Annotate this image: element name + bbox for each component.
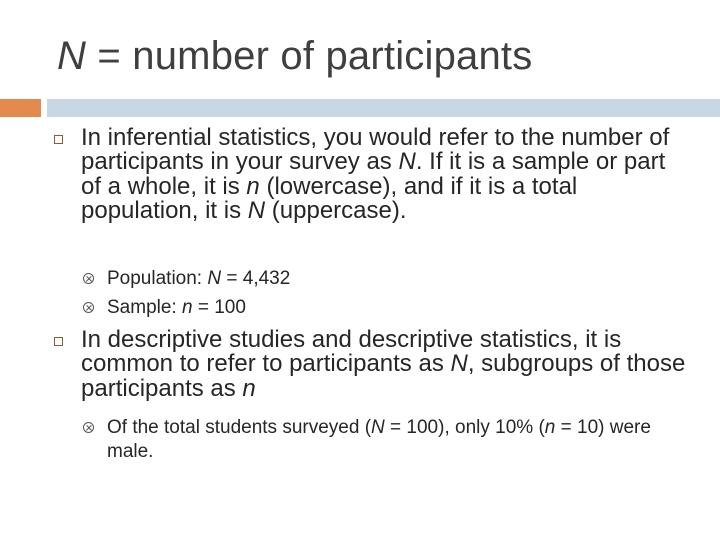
square-bullet-icon — [54, 135, 63, 144]
variable-text: N — [247, 196, 266, 224]
circled-x-bullet-icon — [83, 422, 94, 433]
bullet-text: Sample: — [107, 297, 182, 318]
bullet-text: = 4,432 — [221, 268, 291, 289]
variable-text: N — [207, 268, 222, 289]
bullet-text: Of the total students surveyed ( — [107, 417, 372, 438]
variable-text: n — [181, 297, 193, 318]
bullet-text: Population: — [107, 268, 208, 289]
bullet-text: In descriptive studies and descriptive statistics, it is common to refer to participants as — [81, 326, 622, 378]
bullet-descriptive — [81, 328, 701, 401]
bullet-text: = 100), only 10% ( — [384, 417, 545, 438]
bullet-text: (uppercase). — [265, 196, 407, 224]
sub-bullet-surveyed — [107, 416, 687, 463]
circled-x-bullet-icon — [83, 302, 94, 313]
bullet-inferential — [81, 126, 681, 223]
bullet-text: . If it is a sample or part of a whole, it is — [81, 148, 666, 200]
variable-text: N — [450, 350, 468, 378]
bullet-text: In inferential statistics, you would refer to the number of participants in your survey as — [81, 124, 670, 176]
title-variable: N — [57, 34, 87, 78]
sub-bullet-population — [107, 267, 667, 291]
variable-text: n — [544, 417, 556, 438]
bullet-text: = 10) were male. — [107, 417, 651, 462]
circled-x-bullet-icon — [83, 273, 94, 284]
variable-text: N — [371, 417, 385, 438]
variable-text: N — [398, 148, 416, 176]
variable-text: n — [246, 172, 260, 200]
sub-bullet-sample — [107, 296, 667, 320]
title-text: = number of participants — [86, 34, 533, 78]
bullet-text: (lowercase), and if it is a total population, it is — [81, 172, 578, 224]
bullet-text: , subgroups of those participants as — [81, 350, 686, 402]
bullet-text: = 100 — [192, 297, 246, 318]
square-bullet-icon — [54, 337, 63, 346]
variable-text: n — [242, 374, 256, 402]
